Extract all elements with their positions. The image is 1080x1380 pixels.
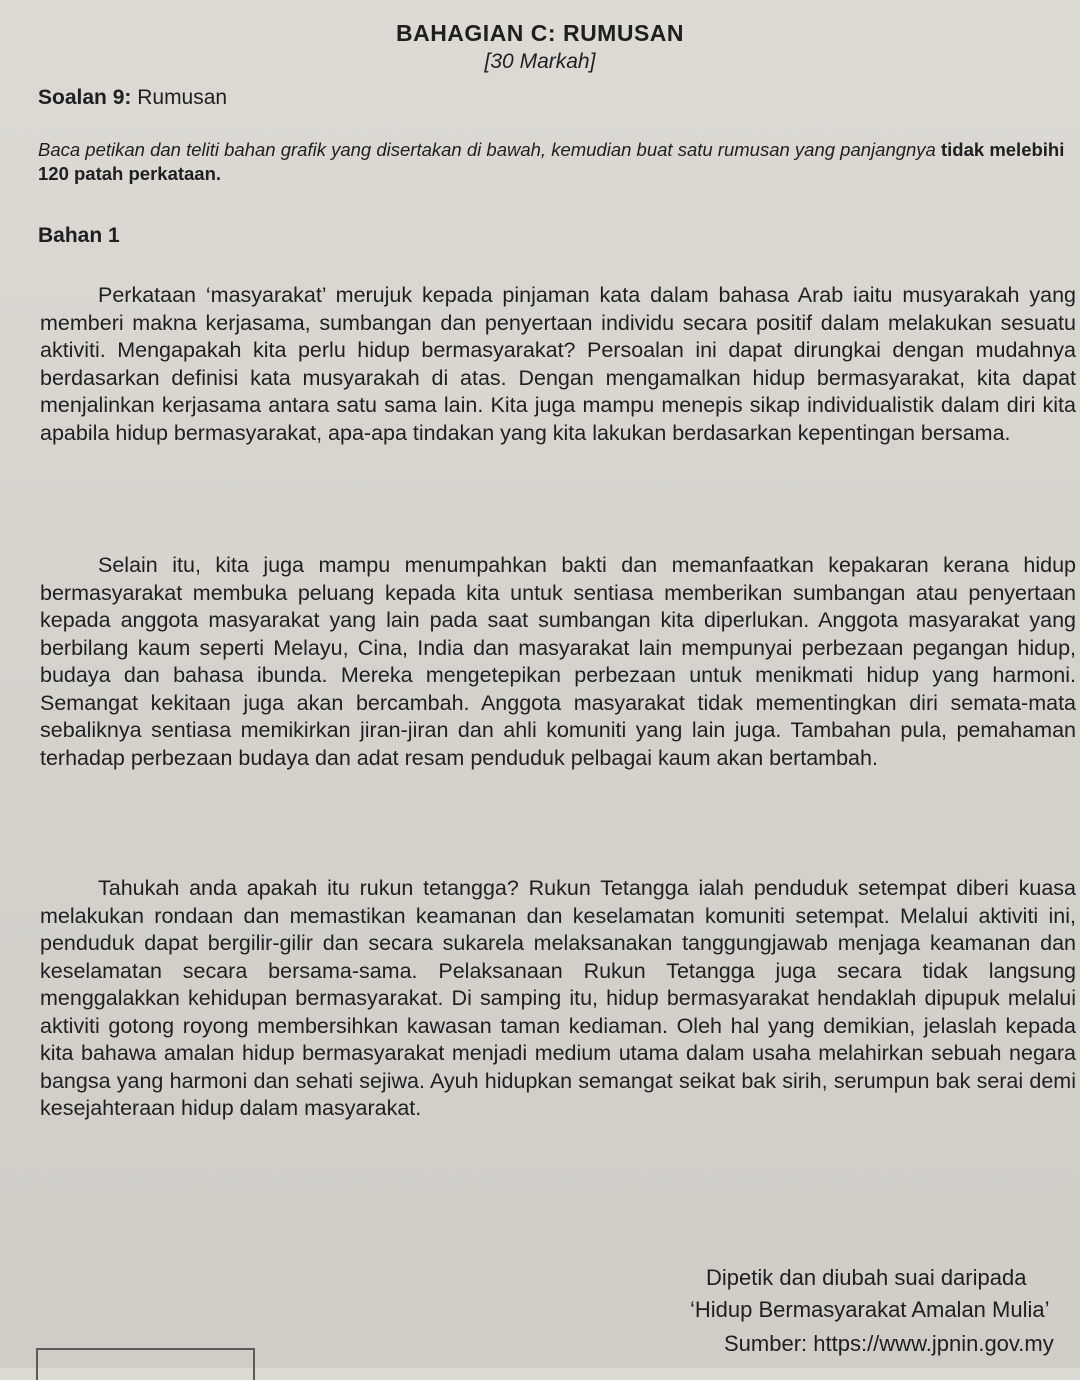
question-label: Soalan 9: <box>38 86 132 109</box>
answer-box-edge <box>36 1348 255 1380</box>
paragraph-3: Tahukah anda apakah itu rukun tetangga? Rukun Tetangga ialah penduduk setempat diberi kuasa melakukan rondaan dan memastikan keamanan dan keselamatan komuniti setempat. Melalui aktiviti ini, penduduk dapat bergilir-gilir dan secara sukarela melaksanakan tanggungjawab menjaga keamanan dan keselamatan secara bersama-sama. Pelaksanaan Rukun Tetangga juga secara tidak langsung menggalakkan kehidupan bermasyarakat. Di samping itu, hidup bermasyarakat hendaklah dipupuk melalui aktiviti gotong royong membersihkan kawasan taman kediaman. Oleh hal yang demikian, jelaslah kepada kita bahawa amalan hidup bermasyarakat menjadi medium utama dalam usaha melahirkan sebuah negara bangsa yang harmoni dan sehati sejiwa. Ayuh hidupkan semangat seikat bak sirih, serumpun bak serai demi kesejahteraan hidup dalam masyarakat. <box>40 876 1076 1120</box>
marks-label <box>0 50 1080 74</box>
paragraph-2: Selain itu, kita juga mampu menumpahkan bakti dan memanfaatkan kepakaran kerana hidup bermasyarakat membuka peluang kepada kita untuk sentiasa memberikan sumbangan atau penyertaan kepada anggota masyarakat yang lain pada saat sumbangan kita diperlukan. Anggota masyarakat yang berbilang kaum seperti Melayu, Cina, India dan masyarakat lain mempunyai perbezaan pegangan hidup, budaya dan bahasa ibunda. Mereka mengetepikan perbezaan untuk menikmati hidup yang harmoni. Semangat kekitaan juga akan bercambah. Anggota masyarakat tidak mementingkan diri semata-mata sebaliknya sentiasa memikirkan jiran-jiran dan ahli komuniti yang lain juga. Tambahan pula, pemahaman terhadap perbezaan budaya dan adat resam penduduk pelbagai kaum akan bertambah. <box>40 553 1076 770</box>
source-line-3: Sumber: https://www.jpnin.gov.my <box>724 1331 1054 1356</box>
question-topic: Rumusan <box>137 86 228 109</box>
source-line-2: ‘Hidup Bermasyarakat Amalan Mulia’ <box>690 1297 1050 1322</box>
instruction-text: Baca petikan dan teliti bahan grafik yang disertakan di bawah, kemudian buat satu rumusan yang panjangnya <box>38 139 936 160</box>
instruction-word-limit: tidak melebihi 120 patah perkataan. <box>38 139 1065 184</box>
material-label: Bahan 1 <box>38 224 120 247</box>
question-instruction <box>38 138 1074 186</box>
paragraph-1: Perkataan ‘masyarakat’ merujuk kepada pinjaman kata dalam bahasa Arab iaitu musyarakah yang memberi makna kerjasama, sumbangan dan penyertaan individu secara positif dalam melakukan sesuatu aktiviti. Mengapakah kita perlu hidup bermasyarakat? Persoalan ini dapat dirungkai dengan mudahnya berdasarkan definisi kata musyarakah di atas. Dengan mengamalkan hidup bermasyarakat, kita dapat menjalinkan kerjasama antara satu sama lain. Kita juga mampu menepis sikap individualistik dalam diri kita apabila hidup bermasyarakat, apa-apa tindakan yang kita lakukan berdasarkan kepentingan bersama. <box>40 283 1076 445</box>
question-title <box>38 86 227 110</box>
section-title: BAHAGIAN C: RUMUSAN <box>395 20 685 46</box>
marks-text: [30 Markah] <box>484 50 596 73</box>
source-line-1: Dipetik dan diubah suai daripada <box>706 1265 1027 1290</box>
